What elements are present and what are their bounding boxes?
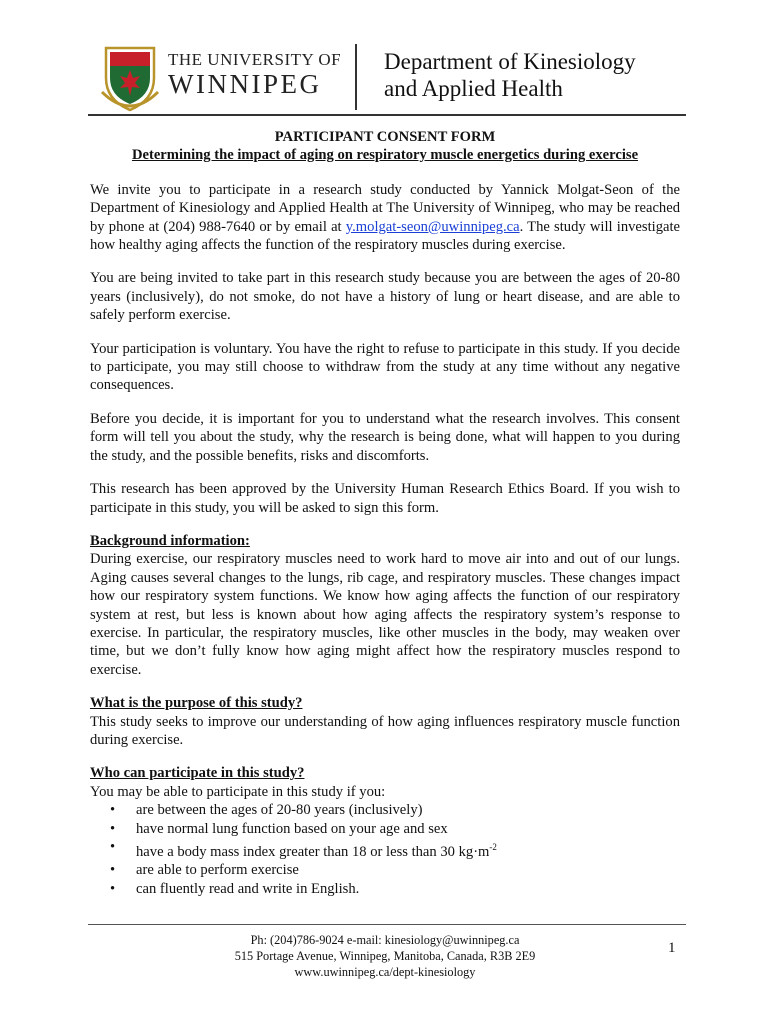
footer-website: www.uwinnipeg.ca/dept-kinesiology (294, 965, 476, 979)
intro-paragraph-5: This research has been approved by the University Human Research Ethics Board. If you wish to participate in this study, you will be asked to sign this form. (90, 481, 680, 516)
header-divider (355, 44, 357, 110)
department-name (384, 48, 636, 102)
eligibility-section (90, 764, 680, 898)
purpose-text: This study seeks to improve our understanding of how aging influences respiratory muscle function during exercise. (90, 713, 680, 748)
department-line2: and Applied Health (384, 76, 563, 101)
background-heading: Background information: (90, 532, 250, 549)
list-item: • are able to perform exercise (136, 861, 680, 879)
background-text: During exercise, our respiratory muscles need to work hard to move air into and out of our lungs. Aging causes several changes to the lungs, rib cage, and respiratory muscles. These changes impact how our respiratory system functions. We know how aging affects the function of our respiratory system at rest, but less is known about how aging affects the respiratory system’s response to exercise. In particular, the respiratory muscles, like other muscles in the body, may weaken over time, but we don’t fully know how aging might affect how the respiratory muscles respond to exercise. (90, 551, 680, 678)
intro-paragraph-2: You are being invited to take part in this research study because you are between the ages of 20-80 years (inclusively), do not smoke, do not have a history of lung or heart disease, and are able to safely perform exercise. (90, 270, 680, 324)
page-footer (90, 932, 680, 980)
university-crest-icon (100, 42, 160, 114)
footer-address: 515 Portage Avenue, Winnipeg, Manitoba, Canada, R3B 2E9 (234, 949, 536, 963)
form-subtitle: Determining the impact of aging on respiratory muscle energetics during exercise (131, 147, 639, 164)
eligibility-heading: Who can participate in this study? (90, 765, 305, 782)
page-number: 1 (668, 940, 676, 956)
purpose-heading: What is the purpose of this study? (90, 695, 303, 712)
intro-paragraph-1 (90, 181, 680, 255)
intro-text-end: . The study will investigate how healthy aging affects the function of the respiratory muscles during exercise. (90, 218, 680, 254)
list-item (136, 838, 680, 861)
department-line1: Department of Kinesiology (384, 49, 636, 74)
list-item: • have normal lung function based on your age and sex (136, 820, 680, 838)
university-name (168, 50, 341, 98)
purpose-section (90, 694, 680, 749)
footer-contact: Ph: (204)786-9024 e-mail: kinesiology@uwinnipeg.ca (250, 933, 520, 947)
eligibility-list (90, 801, 680, 898)
letterhead (100, 40, 680, 120)
list-item: • can fluently read and write in English. (136, 880, 680, 898)
bmi-text: have a body mass index greater than 18 or less than 30 kg·m (136, 843, 490, 860)
eligibility-intro: You may be able to participate in this study if you: (90, 783, 386, 800)
intro-paragraph-4: Before you decide, it is important for you to understand what the research involves. This consent form will tell you about the study, why the research is being done, what will happen to you during the study, and the possible benefits, risks and discomforts. (90, 410, 680, 464)
document-body (90, 128, 680, 913)
header-rule (88, 114, 686, 116)
footer-rule (88, 924, 686, 925)
form-title: PARTICIPANT CONSENT FORM (274, 129, 496, 145)
intro-text-start: We invite you to participate in a research study conducted by Yannick Molgat-Seon of the Department of Kinesiology and Applied Health at The University of Winnipeg, who may be reached by phone at (204) 988-7640 or by email at (90, 181, 680, 235)
university-name-line2: WINNIPEG (168, 69, 322, 99)
list-item: • are between the ages of 20-80 years (inclusively) (136, 801, 680, 819)
researcher-email-link[interactable]: y.molgat-seon@uwinnipeg.ca (345, 218, 520, 235)
university-name-line1: THE UNIVERSITY OF (168, 50, 342, 69)
bmi-superscript: -2 (489, 842, 497, 852)
background-section (90, 532, 680, 679)
intro-paragraph-3: Your participation is voluntary. You have the right to refuse to participate in this study. If you decide to participate, you may still choose to withdraw from the study at any time without any negative consequences. (90, 340, 680, 394)
